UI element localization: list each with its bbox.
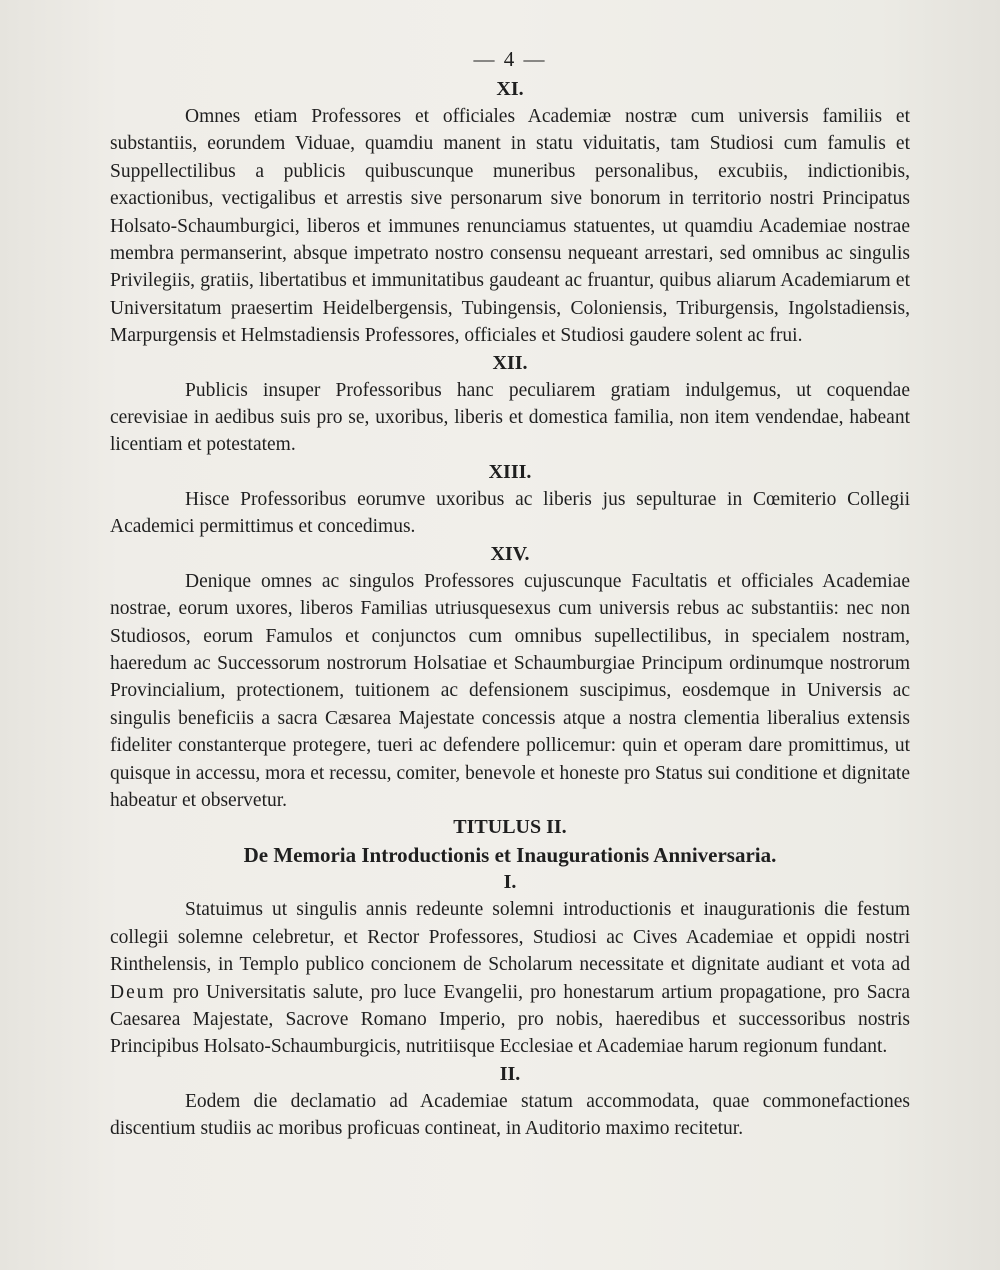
titulus-heading: TITULUS II.: [453, 816, 567, 839]
section-heading-xii: XII.: [492, 351, 528, 374]
paragraph-i: [110, 896, 910, 1060]
section-heading-ii: II.: [499, 1062, 521, 1085]
section-heading-xiv: XIV.: [490, 542, 530, 565]
page-text: [110, 44, 910, 1143]
paragraph-i-text-before: Statuimus ut singulis annis redeunte solemni introductionis et inaugurationis die festum collegii solemne celebretur, et Rector Professores, Studiosi ac Cives Academiae et oppidi nostri Rinthelensis, in Templo publico concionem de Scholarum necessitate et dignitate audiant et vota ad: [110, 899, 910, 976]
paragraph-i-deum: Deum: [110, 981, 166, 1003]
paragraph-ii: Eodem die declamatio ad Academiae statum accommodata, quae commonefactiones discentium studiis ac moribus proficuas contineat, in Auditorio maximo recitetur.: [110, 1090, 910, 1140]
section-heading-xi: XI.: [496, 78, 524, 100]
page-number: — 4 —: [473, 47, 547, 71]
paragraph-xi: Omnes etiam Professores et officiales Academiæ nostræ cum universis familiis et substantiis, eorundem Viduae, quamdiu manent in statu viduitatis, tam Studiosi cum famulis et Suppellectilibus a publicis quibuscunque muneribus personalibus, excubiis, indictionibis, exactionibus, vectigalibus et arrestis sive personarum sive bonorum in territorio nostri Principatus Holsato-Schaumburgici, liberos et immunes renunciamus statuentes, ut quamdiu Academiae nostrae membra permanserint, absque impetrato nostro consensu nequeant arrestari, sed omnibus ac singulis Privilegiis, gratiis, libertatibus et immunitatibus gaudeant ac fruantur, quibus aliarum Academiarum et Universitatum praesertim Heidelbergensis, Tubingensis, Coloniensis, Triburgensis, Ingolstadiensis, Marpurgensis et Helmstadiensis Professores, officiales et Studiosi gaudere solent ac frui.: [110, 106, 910, 347]
titulus-subtitle: De Memoria Introductionis et Inaugurationis Anniversaria.: [243, 843, 777, 868]
section-heading-xiii: XIII.: [488, 460, 532, 483]
section-heading-i: I.: [503, 871, 517, 894]
paragraph-xii: Publicis insuper Professoribus hanc peculiarem gratiam indulgemus, ut coquendae cerevisiae in aedibus suis pro se, uxoribus, liberis et domestica familia, non item vendendae, habeant licentiam et potestatem.: [110, 379, 910, 456]
paragraph-xiv: Denique omnes ac singulos Professores cujuscunque Facultatis et officiales Academiae nostrae, eorum uxores, liberos Familias utriusquesexus cum universis rebus ac substantiis: nec non Studiosos, eorum Famulos et conjunctos cum omnibus supellectilibus, in specialem nostram, haeredum ac Successorum nostrorum Holsatiae et Schaumburgiae Principum ordinumque nostrorum Provincialium, protectionem, tuitionem ac defensionem suscipimus, eosdemque in Universis ac singulis beneficiis a sacra Cæsarea Majestate concessis atque a nostra clementia liberalius extensis fideliter constanterque protegere, tueri ac defendere pollicemur: quin et operam dare promittimus, ut quisque in accessu, mora et recessu, comiter, benevole et honeste pro Status sui conditione et dignitate habeatur et observetur.: [110, 570, 910, 811]
paragraph-i-text-after: pro Universitatis salute, pro luce Evangelii, pro honestarum artium propagatione, pro Sacra Caesarea Majestate, Sacrove Romano Imperio, pro nobis, haeredibus et successoribus nostris Principibus Holsato-Schaumburgicis, nutritiisque Ecclesiae et Academiae harum regionum fundant.: [110, 981, 910, 1058]
paragraph-xiii: Hisce Professoribus eorumve uxoribus ac liberis jus sepulturae in Cœmiterio Collegii Academici permittimus et concedimus.: [110, 488, 910, 538]
